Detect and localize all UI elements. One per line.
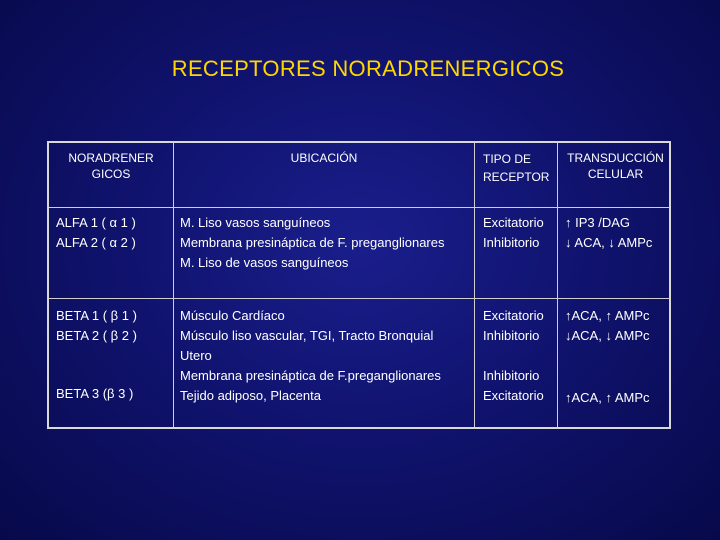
header-noradrenergicos: NORADRENER GICOS [68, 151, 154, 181]
beta-tipo-bottom: Inhibitorio Excitatorio [483, 368, 544, 403]
alfa-ubicacion: M. Liso vasos sanguíneos Membrana presináptica de F. preganglionares M. Liso de vasos sanguíneos [180, 215, 445, 270]
beta-ubicacion: Músculo Cardíaco Músculo liso vascular, TGI, Tracto Bronquial Utero Membrana presináptica de F.preganglionares Tejido adiposo, Placenta [180, 308, 441, 403]
beta-transduccion-bottom: ↑ACA, ↑ AMPc [565, 390, 650, 405]
header-ubicacion: UBICACIÓN [290, 151, 358, 165]
alfa-receptors: ALFA 1 ( α 1 ) ALFA 2 ( α 2 ) [56, 215, 136, 250]
beta3-receptor: BETA 3 (β 3 ) [56, 386, 134, 401]
row-divider [49, 298, 669, 299]
row-divider [49, 207, 669, 208]
slide-title: RECEPTORES NORADRENERGICOS [171, 56, 565, 81]
alfa-transduccion: ↑ IP3 /DAG ↓ ACA, ↓ AMPc [565, 215, 653, 250]
beta-receptors: BETA 1 ( β 1 ) BETA 2 ( β 2 ) [56, 308, 137, 343]
header-transduccion: TRANSDUCCIÓN CELULAR [567, 151, 664, 181]
column-divider [173, 143, 174, 427]
alfa-tipo: Excitatorio Inhibitorio [483, 215, 544, 250]
column-divider [474, 143, 475, 427]
header-tipo-receptor: TIPO DE RECEPTOR [483, 152, 550, 184]
beta-tipo-top: Excitatorio Inhibitorio [483, 308, 544, 343]
beta-transduccion-top: ↑ACA, ↑ AMPc ↓ACA, ↓ AMPc [565, 308, 650, 343]
receptors-table [47, 141, 671, 429]
column-divider [557, 143, 558, 427]
